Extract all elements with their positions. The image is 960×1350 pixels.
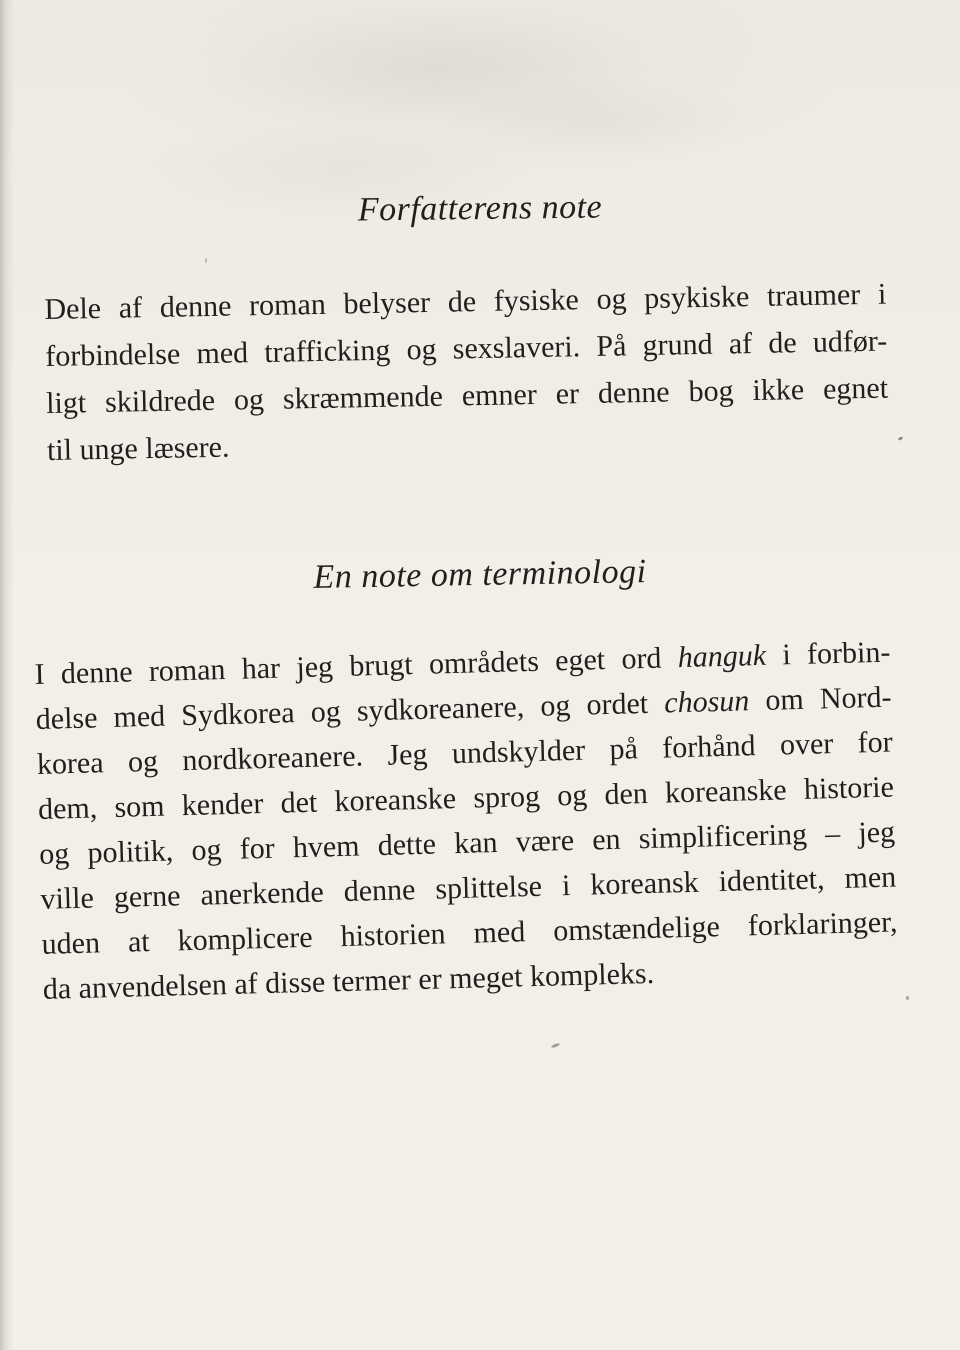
- text-segment: ville gerne anerkende denne splittelse i koreansk identitet, men: [40, 860, 897, 916]
- scan-speckle: [898, 436, 904, 441]
- scan-speckle: [551, 1043, 560, 1049]
- terminology-note-title: En note om terminologi: [313, 553, 647, 596]
- scan-speckle: [906, 996, 909, 1000]
- text-segment: uden at komplicere historien med omstændelige forklaringer,: [41, 905, 898, 961]
- text-line: Dele af denne roman belyser de fysiske og psykiske traumer i: [44, 277, 887, 326]
- text-segment: og politik, og for hvem dette kan være en simplificering – jeg: [38, 815, 896, 871]
- author-note-title: Forfatterens note: [357, 188, 603, 229]
- text-segment: om Nord-: [748, 680, 892, 718]
- author-note-paragraph: [44, 271, 889, 474]
- text-segment: I denne roman har jeg brugt områdets eget ord: [34, 641, 679, 691]
- text-segment: delse med Sydkorea og sydkoreanere, og ordet: [35, 686, 665, 736]
- text-line: til unge læsere.: [46, 430, 230, 467]
- terminology-note-paragraph: [34, 630, 899, 1012]
- italic-term: hanguk: [677, 638, 767, 675]
- text-segment: i forbin-: [765, 635, 891, 672]
- text-segment: da anvendelsen af disse termer er meget kompleks.: [42, 956, 655, 1006]
- scan-speckle: [205, 258, 207, 263]
- text-line: ligt skildrede og skræmmende emner er denne bog ikke egnet: [45, 371, 889, 420]
- text-segment: korea og nordkoreanere. Jeg undskylder på forhånd over for: [36, 725, 894, 781]
- text-line: forbindelse med trafficking og sexslaveri. På grund af de udfør-: [44, 324, 888, 373]
- italic-term: chosun: [663, 684, 750, 720]
- text-segment: dem, som kender det koreanske sprog og den koreanske historie: [37, 770, 895, 826]
